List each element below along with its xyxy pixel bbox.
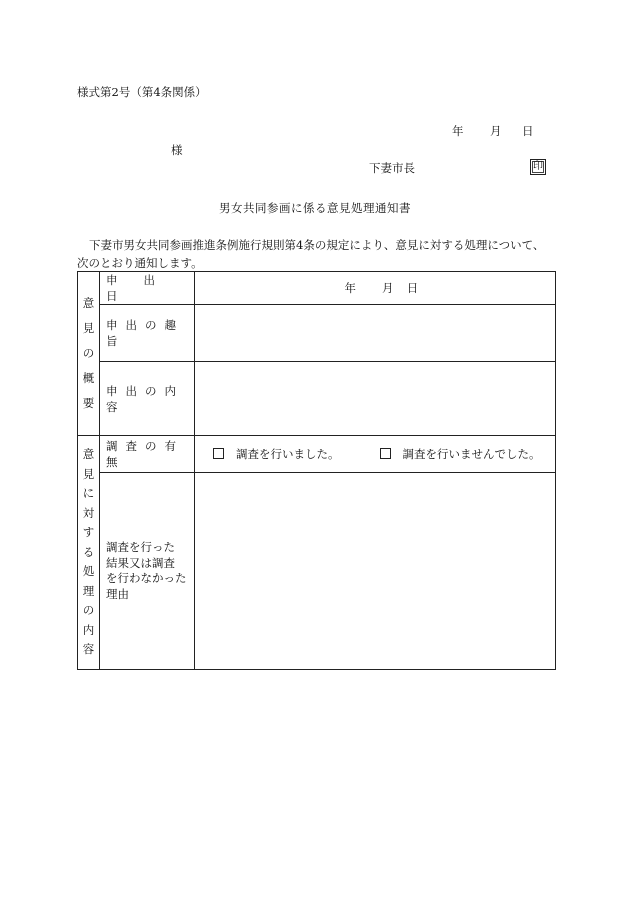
document-title: 男女共同参画に係る意見処理通知書 bbox=[219, 201, 411, 215]
row-purpose-label-cell bbox=[100, 305, 195, 362]
issue-date-day: 日 bbox=[522, 124, 534, 138]
row-content-label-cell bbox=[100, 362, 195, 436]
row-investigation-label-cell bbox=[100, 436, 195, 473]
section-response-label: 意 見 に 対 す る 処 理 の 内 容 bbox=[82, 447, 95, 657]
option-not-investigated-label: 調査を行いませんでした。 bbox=[402, 447, 541, 461]
row-content-label: 申出の内容 bbox=[106, 383, 184, 414]
row-date-year: 年 bbox=[344, 281, 356, 295]
checkbox-not-investigated[interactable] bbox=[380, 448, 391, 459]
row-content-value-cell[interactable] bbox=[195, 362, 556, 436]
form-number: 様式第2号（第4条関係） bbox=[77, 85, 207, 99]
row-result-label: 調査を行った 結果又は調査 を行わなかった理由 bbox=[106, 540, 187, 601]
option-investigated-label: 調査を行いました。 bbox=[236, 447, 340, 461]
row-purpose-label: 申出の趣旨 bbox=[106, 318, 184, 348]
issue-date-month: 月 bbox=[490, 124, 502, 138]
issue-date-year: 年 bbox=[452, 124, 464, 138]
row-purpose-value-cell[interactable] bbox=[195, 305, 556, 362]
intro-line-2: 次のとおり通知します。 bbox=[77, 256, 203, 270]
row-result-value-cell[interactable] bbox=[195, 473, 556, 670]
checkbox-investigated[interactable] bbox=[213, 448, 224, 459]
table-row bbox=[78, 305, 556, 362]
row-investigation-value-cell bbox=[195, 436, 556, 473]
section-overview-header bbox=[78, 272, 100, 436]
table-row bbox=[78, 436, 556, 473]
section-response-header bbox=[78, 436, 100, 670]
addressee-honorific: 様 bbox=[171, 143, 183, 157]
row-result-label-cell bbox=[100, 473, 195, 670]
row-investigation-label: 調査の有無 bbox=[106, 439, 184, 469]
seal-mark: 印 bbox=[530, 159, 546, 175]
row-date-label: 申出日 bbox=[106, 273, 181, 303]
row-date-label-cell bbox=[100, 272, 195, 305]
intro-paragraph bbox=[77, 236, 557, 272]
notice-table bbox=[77, 271, 556, 670]
table-row bbox=[78, 473, 556, 670]
table-row bbox=[78, 362, 556, 436]
section-overview-label: 意 見 の 概 要 bbox=[82, 296, 95, 410]
table-row bbox=[78, 272, 556, 305]
row-date-month: 月 bbox=[382, 281, 394, 295]
row-date-day: 日 bbox=[406, 281, 419, 295]
issuer-name: 下妻市長 bbox=[369, 161, 415, 175]
row-date-value-cell[interactable] bbox=[195, 272, 556, 305]
intro-line-1: 下妻市男女共同参画推進条例施行規則第4条の規定により、意見に対する処理について、 bbox=[89, 238, 545, 252]
issue-date bbox=[452, 123, 534, 139]
